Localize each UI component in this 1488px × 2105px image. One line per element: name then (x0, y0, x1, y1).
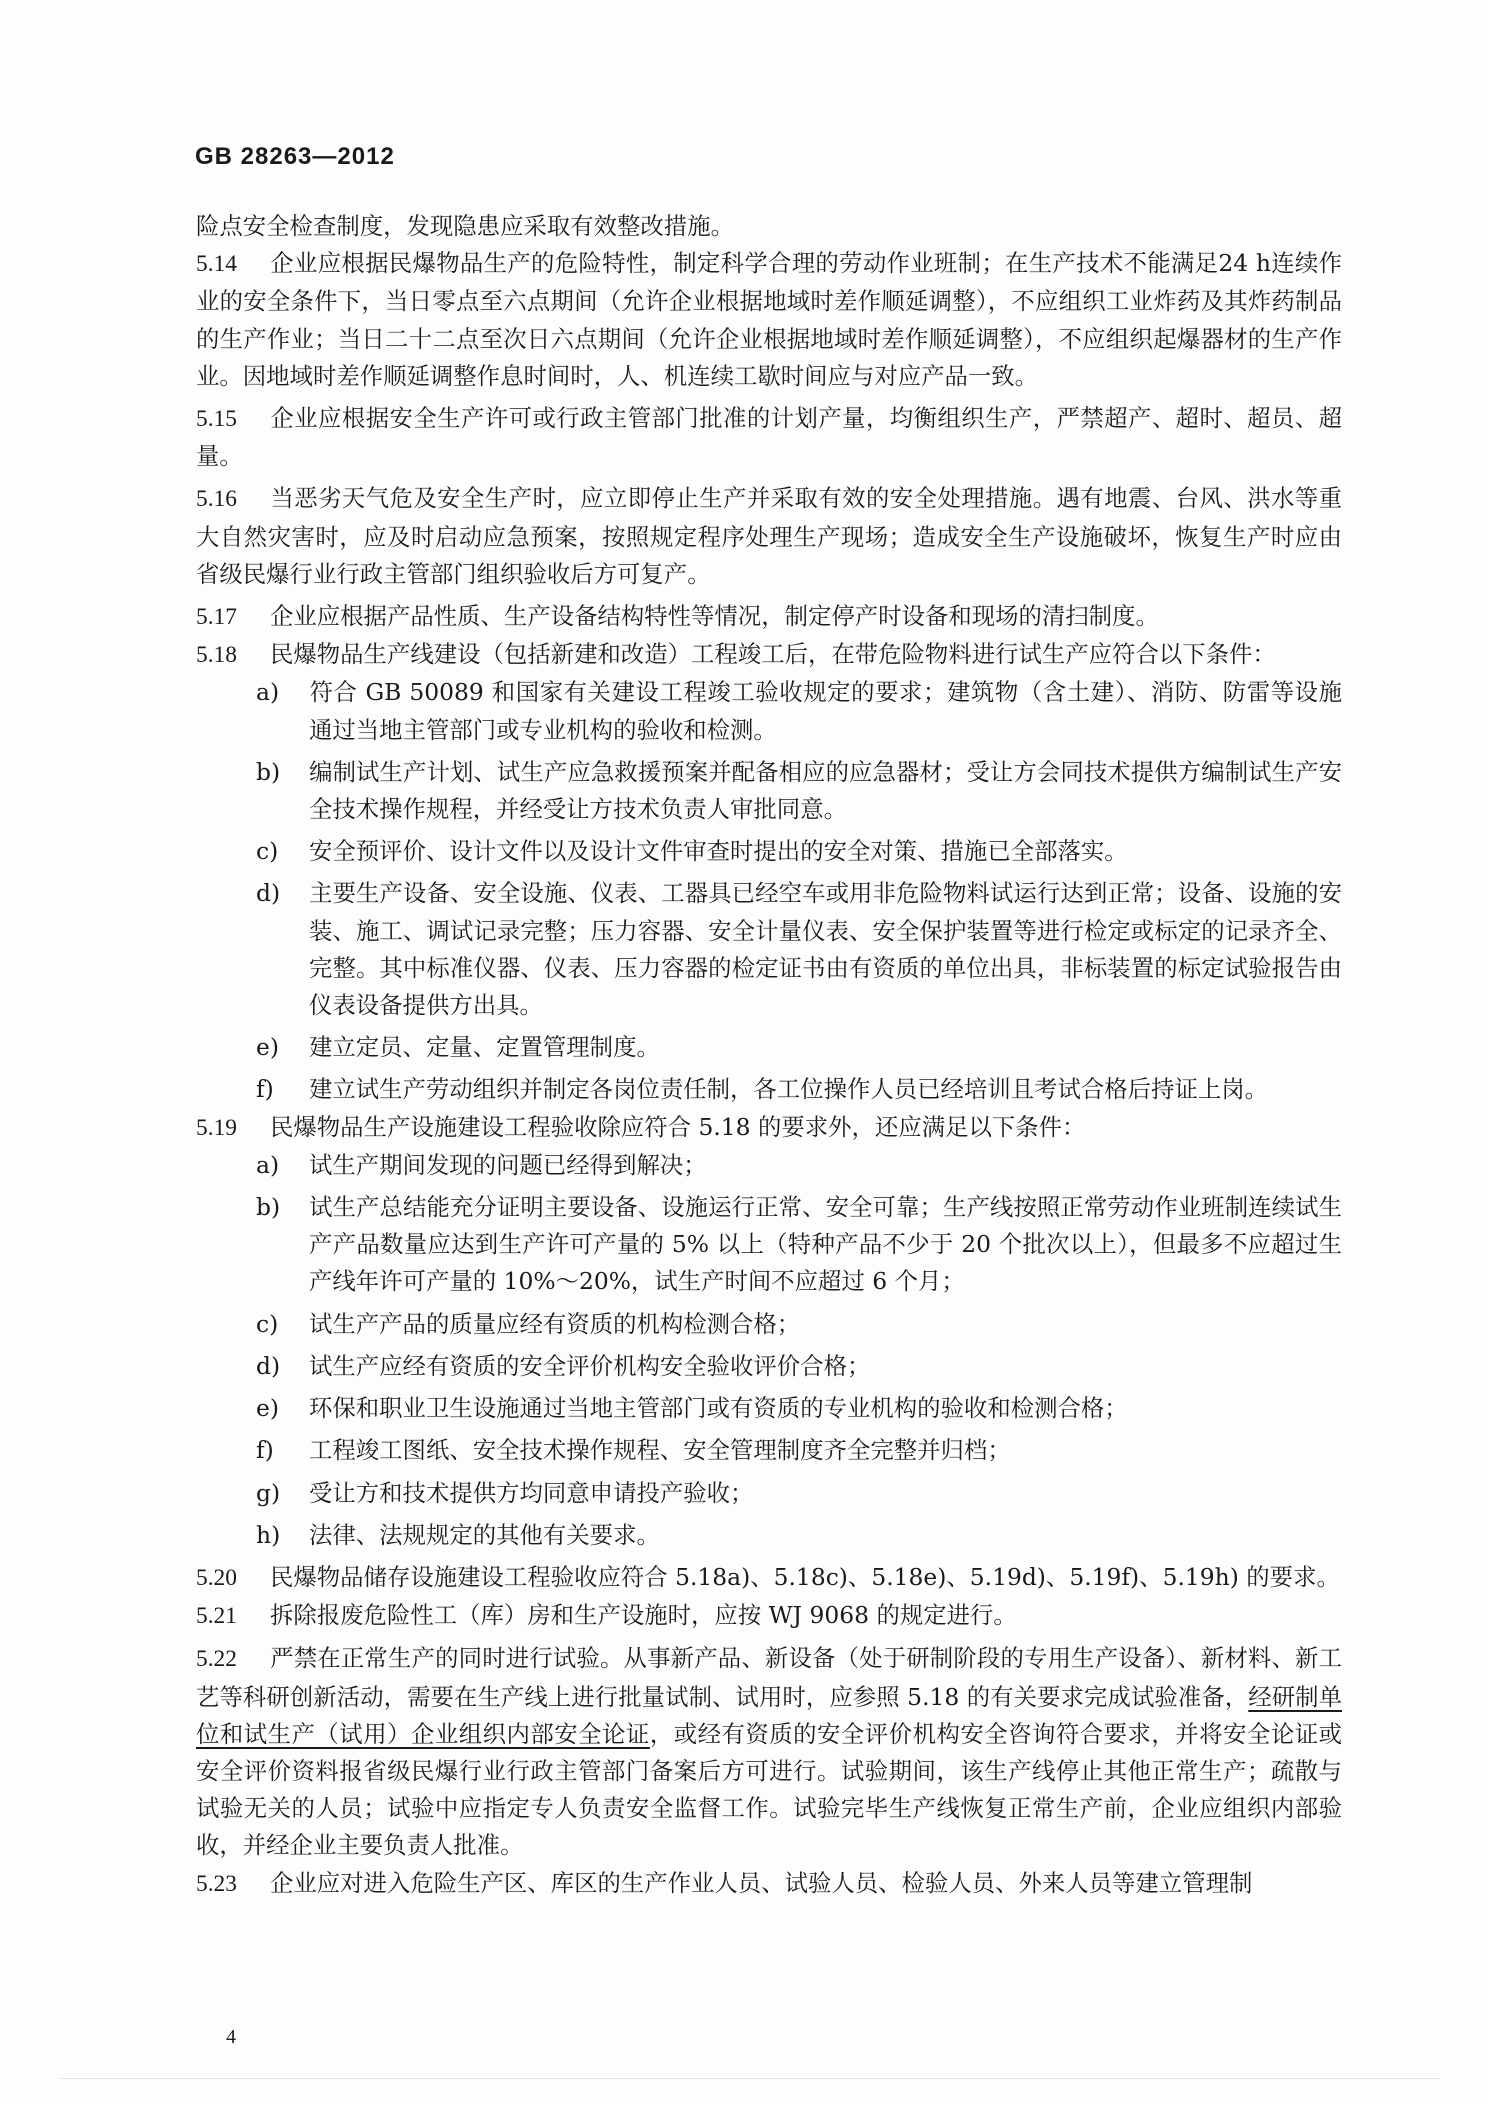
list-item (196, 1189, 1342, 1301)
clause-text: 企业应根据安全生产许可或行政主管部门批准的计划产量，均衡组织生产，严禁超产、超时、超员、超量。 (196, 404, 1342, 471)
item-label: c) (256, 1309, 279, 1338)
clause-number: 5.20 (196, 1564, 237, 1591)
clause-text: 当恶劣天气危及安全生产时，应立即停止生产并采取有效的安全处理措施。遇有地震、台风、洪水等重大自然灾害时，应及时启动应急预案，按照规定程序处理生产现场；造成安全生产设施破坏，恢复生产时应由省级民爆行业行政主管部门组织验收后方可复产。 (196, 484, 1342, 588)
item-text: 受让方和技术提供方均同意申请投产验收； (309, 1478, 754, 1507)
list-item (196, 1071, 1342, 1108)
item-text: 建立定员、定量、定置管理制度。 (309, 1033, 660, 1062)
scan-edge-line (60, 2078, 1440, 2079)
clause-text: 拆除报废危险性工（库）房和生产设施时，应按 WJ 9068 的规定进行。 (270, 1601, 1017, 1630)
item-label: g) (256, 1478, 281, 1507)
list-item (196, 1432, 1342, 1469)
clause-number: 5.22 (196, 1646, 237, 1673)
item-text: 法律、法规规定的其他有关要求。 (309, 1520, 660, 1549)
item-text: 工程竣工图纸、安全技术操作规程、安全管理制度齐全完整并归档； (309, 1436, 1011, 1465)
item-text: 试生产应经有资质的安全评价机构安全验收评价合格； (309, 1351, 871, 1380)
clause-5-17 (196, 598, 1342, 636)
list-item (196, 1306, 1342, 1343)
item-text: 主要生产设备、安全设施、仪表、工器具已经空车或用非危险物料试运行达到正常；设备、设施的安装、施工、调试记录完整；压力容器、安全计量仪表、安全保护装置等进行检定或标定的记录齐全、完整。其中标准仪器、仪表、压力容器的检定证书由有资质的单位出具，非标装置的标定试验报告由仪表设备提供方出具。 (309, 879, 1342, 1020)
clause-number: 5.14 (196, 251, 237, 278)
item-label: h) (256, 1520, 281, 1549)
underlined-text: 经研制单位和试生产（试用）企业组织内部安全论证 (196, 1682, 1343, 1748)
paragraph-continuation (196, 208, 1342, 245)
clause-text: 企业应对进入危险生产区、库区的生产作业人员、试验人员、检验人员、外来人员等建立管理制 (270, 1868, 1253, 1897)
clause-number: 5.19 (196, 1114, 237, 1141)
item-text: 编制试生产计划、试生产应急救援预案并配备相应的应急器材；受让方会同技术提供方编制试生产安全技术操作规程，并经受让方技术负责人审批同意。 (309, 757, 1342, 824)
clause-number: 5.23 (196, 1870, 237, 1897)
item-label: e) (256, 1033, 279, 1062)
list-item (196, 1517, 1342, 1554)
clause-5-20 (196, 1559, 1342, 1597)
item-text: 建立试生产劳动组织并制定各岗位责任制，各工位操作人员已经培训且考试合格后持证上岗。 (309, 1075, 1269, 1104)
paragraph-text: 险点安全检查制度，发现隐患应采取有效整改措施。 (196, 212, 734, 240)
clause-5-14 (196, 245, 1342, 395)
item-label: e) (256, 1394, 279, 1423)
clause-number: 5.16 (196, 486, 237, 513)
item-text: 安全预评价、设计文件以及设计文件审查时提出的安全对策、措施已全部落实。 (309, 837, 1128, 866)
clause-text: 企业应根据民爆物品生产的危险特性，制定科学合理的劳动作业班制；在生产技术不能满足24 h连续作业的安全条件下，当日零点至六点期间（允许企业根据地域时差作顺延调整），不应组织工业炸药及其炸药制品的生产作业；当日二十二点至次日六点期间（允许企业根据地域时差作顺延调整），不应组织起爆器材的生产作业。因地域时差作顺延调整作息时间时，人、机连续工歇时间应与对应产品一致。 (196, 249, 1342, 390)
clause-number: 5.18 (196, 642, 237, 669)
clause-text: 企业应根据产品性质、生产设备结构特性等情况，制定停产时设备和现场的清扫制度。 (270, 602, 1159, 631)
clause-5-19 (196, 1109, 1342, 1147)
clause-text: 严禁在正常生产的同时进行试验。从事新产品、新设备（处于研制阶段的专用生产设备）、新材料、新工艺等科研创新活动，需要在生产线上进行批量试制、试用时，应参照 5.18 的有关要求完成试验准备， (196, 1644, 1342, 1711)
list-item (196, 833, 1342, 870)
list-item (196, 1029, 1342, 1066)
clause-5-16 (196, 480, 1342, 593)
page-number: 4 (226, 2026, 236, 2048)
clause-number: 5.17 (196, 604, 237, 631)
item-label: d) (256, 879, 281, 908)
item-label: b) (256, 1193, 281, 1222)
list-item (196, 1348, 1342, 1385)
standard-header: GB 28263—2012 (195, 143, 395, 170)
document-body (196, 208, 1342, 1903)
item-text: 试生产产品的质量应经有资质的机构检测合格； (309, 1309, 801, 1338)
item-label: a) (256, 1150, 280, 1179)
item-label: c) (256, 837, 279, 866)
list-item (196, 1475, 1342, 1512)
clause-text: 民爆物品生产线建设（包括新建和改造）工程竣工后，在带危险物料进行试生产应符合以下条件： (270, 640, 1276, 669)
clause-5-18-items (196, 674, 1342, 1108)
item-label: d) (256, 1351, 281, 1380)
clause-number: 5.21 (196, 1603, 237, 1630)
list-item (196, 674, 1342, 748)
clause-number: 5.15 (196, 406, 237, 433)
item-label: f) (256, 1436, 274, 1465)
list-item (196, 875, 1342, 1024)
item-label: f) (256, 1075, 274, 1104)
clause-text: 民爆物品储存设施建设工程验收应符合 5.18a)、5.18c)、5.18e)、5.19d)、5.19f)、5.19h) 的要求。 (270, 1562, 1340, 1591)
clause-5-23 (196, 1865, 1342, 1903)
clause-text-continued: ，或经有资质的安全评价机构安全咨询符合要求，并将安全论证或安全评价资料报省级民爆行业行政主管部门备案后方可进行。试验期间，该生产线停止其他正常生产；疏散与试验无关的人员；试验中应指定专人负责安全监督工作。试验完毕生产线恢复正常生产前，企业应组织内部验收，并经企业主要负责人批准。 (196, 1719, 1343, 1860)
item-text: 试生产期间发现的问题已经得到解决； (309, 1150, 707, 1179)
clause-5-21 (196, 1597, 1342, 1635)
item-text: 环保和职业卫生设施通过当地主管部门或有资质的专业机构的验收和检测合格； (309, 1394, 1128, 1423)
clause-text: 民爆物品生产设施建设工程验收除应符合 5.18 的要求外，还应满足以下条件： (270, 1112, 1086, 1141)
clause-5-15 (196, 400, 1342, 475)
clause-5-18 (196, 636, 1342, 674)
list-item (196, 1147, 1342, 1184)
list-item (196, 1390, 1342, 1427)
item-text: 试生产总结能充分证明主要设备、设施运行正常、安全可靠；生产线按照正常劳动作业班制连续试生产产品数量应达到生产许可产量的 5% 以上（特种产品不少于 20 个批次以上），但最多不应超过生产线年许可产量的 10%～20%，试生产时间不应超过 6 个月； (309, 1193, 1342, 1296)
clause-5-22 (196, 1640, 1342, 1864)
item-label: b) (256, 757, 281, 786)
list-item (196, 754, 1342, 828)
clause-5-19-items (196, 1147, 1342, 1554)
item-label: a) (256, 678, 280, 707)
item-text: 符合 GB 50089 和国家有关建设工程竣工验收规定的要求；建筑物（含土建）、消防、防雷等设施通过当地主管部门或专业机构的验收和检测。 (309, 678, 1342, 744)
